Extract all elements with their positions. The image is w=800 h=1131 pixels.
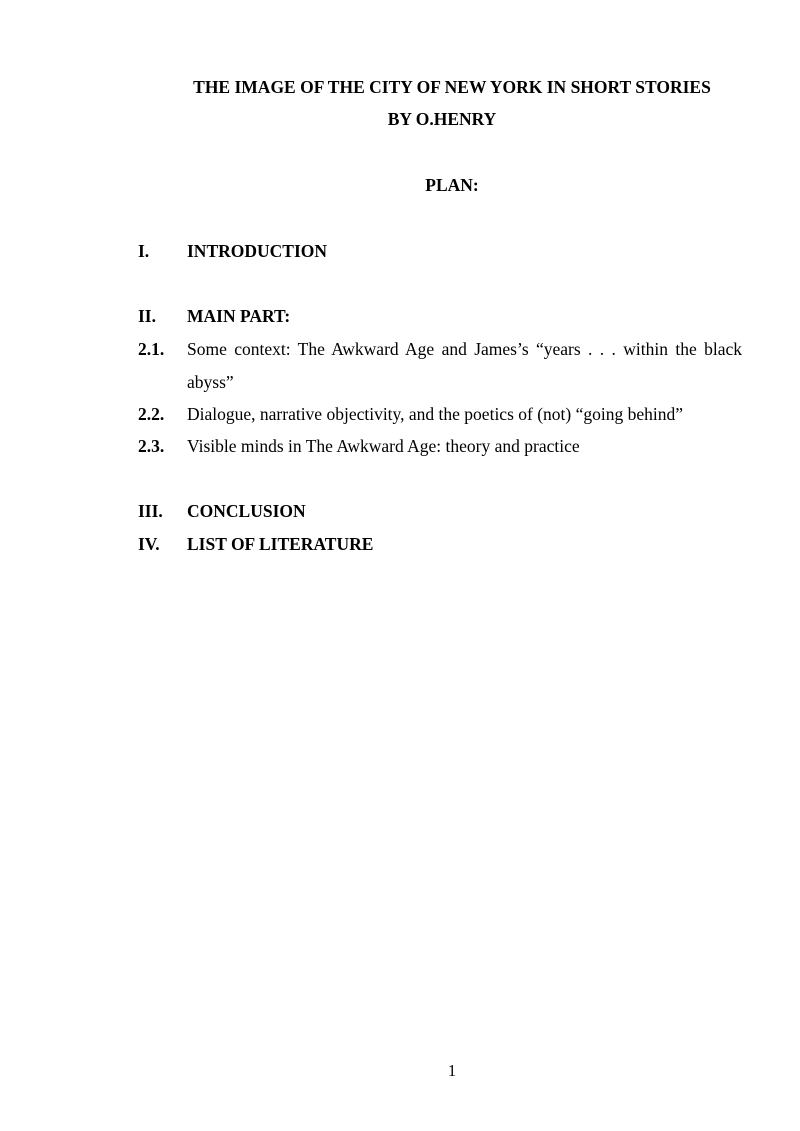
plan-entry-main-part [138,300,742,333]
plan-entry-introduction [138,235,742,268]
plan-entry-text: MAIN PART: [187,306,291,326]
plan-entry-text: Visible minds in The Awkward Age: theory and practice [187,436,580,456]
plan-entry-number: I. [138,241,150,261]
plan-entry-text: Some context: The Awkward Age and James’s “years . . . within the black abyss” [187,339,742,392]
plan-entry-number: II. [138,306,156,326]
plan-entry-text: Dialogue, narrative objectivity, and the poetics of (not) “going behind” [187,404,683,424]
plan-entry-number: IV. [138,534,160,554]
document-title-author: BY O.HENRY [387,109,497,129]
page-number: 1 [447,1061,457,1080]
plan-entry-text: LIST OF LITERATURE [187,534,374,554]
plan-subentry-2-3 [138,430,742,463]
plan-entry-literature [138,528,742,561]
plan-heading: PLAN: [425,175,479,195]
plan-entry-number: 2.3. [138,436,165,456]
plan-entry-number: 2.1. [138,339,165,359]
plan-subentry-2-1 [138,333,742,398]
plan-subentry-2-2 [138,398,742,431]
plan-entry-number: III. [138,501,163,521]
plan-entry-text: INTRODUCTION [187,241,328,261]
document-title: THE IMAGE OF THE CITY OF NEW YORK IN SHORT STORIES [193,77,711,97]
plan-entry-number: 2.2. [138,404,165,424]
plan-entry-text: CONCLUSION [187,501,306,521]
plan-entry-conclusion [138,495,742,528]
